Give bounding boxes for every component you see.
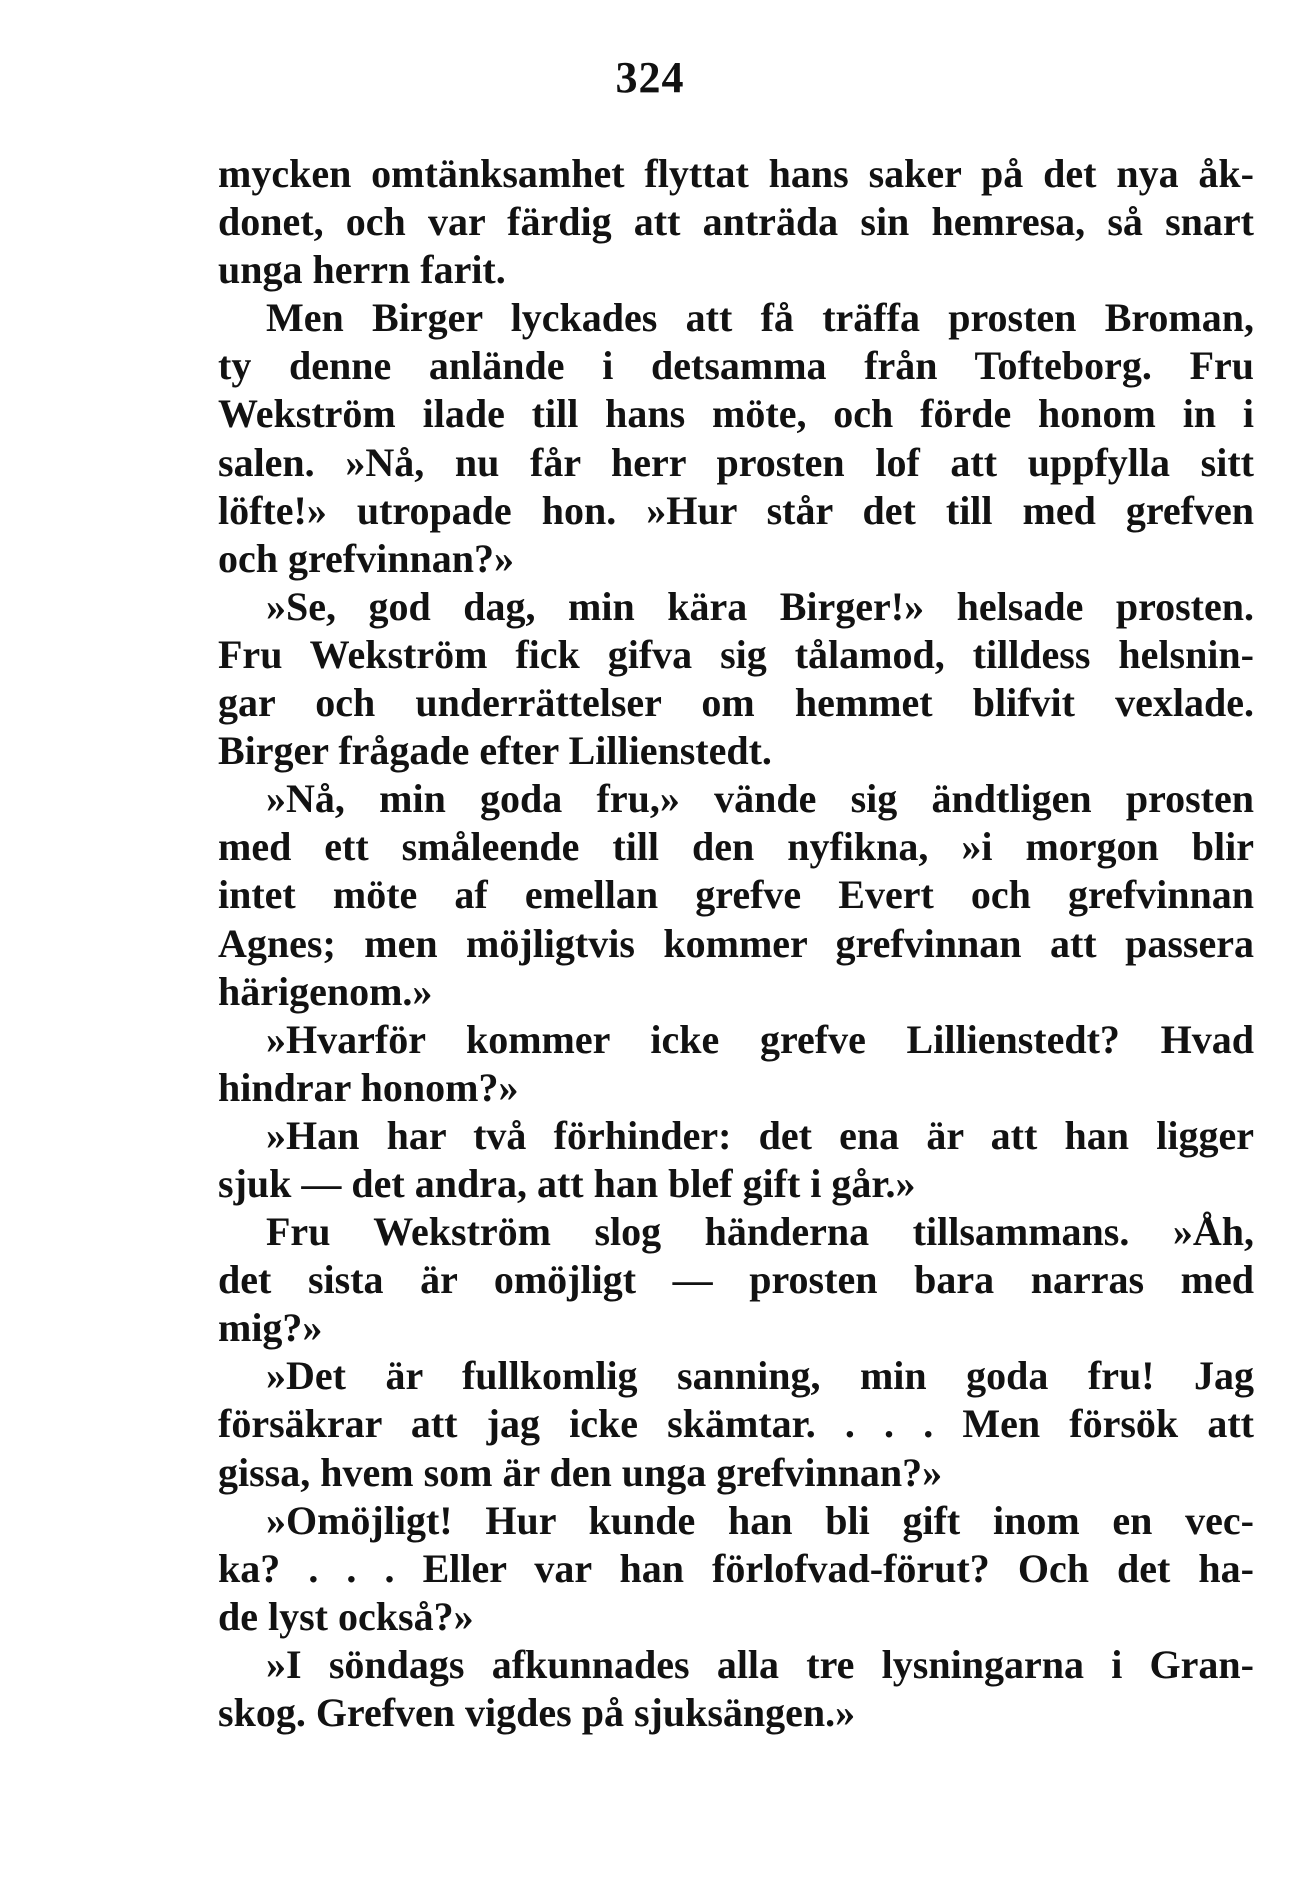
text-line: hindrar honom?»: [218, 1064, 519, 1110]
text-line: med ett småleende till den nyfikna, »i morgon blir: [218, 824, 1254, 870]
text-line: de lyst också?»: [218, 1593, 474, 1639]
text-line: försäkrar att jag icke skämtar. . . . Men försök att: [218, 1401, 1254, 1447]
text-line: och grefvinnan?»: [218, 535, 514, 581]
text-line: intet möte af emellan grefve Evert och grefvinnan: [218, 872, 1254, 918]
text-line: Fru Wekström fick gifva sig tålamod, tilldess helsnin-: [218, 631, 1254, 677]
text-line: »Se, god dag, min kära Birger!» helsade prosten.: [266, 583, 1254, 629]
text-line: skog. Grefven vigdes på sjuksängen.»: [218, 1690, 856, 1735]
page-number: 324: [615, 53, 685, 102]
text-line: »Det är fullkomlig sanning, min goda fru! Jag: [266, 1353, 1254, 1399]
text-line: Birger frågade efter Lillienstedt.: [218, 728, 772, 774]
text-line: Agnes; men möjligtvis kommer grefvinnan att passera: [218, 920, 1254, 966]
text-line: gissa, hvem som är den unga grefvinnan?»: [218, 1449, 943, 1495]
text-line: »I söndags afkunnades alla tre lysningarna i Gran-: [266, 1641, 1254, 1687]
text-line: löfte!» utropade hon. »Hur står det till med grefven: [218, 487, 1254, 533]
text-line: gar och underrättelser om hemmet blifvit vexlade.: [218, 680, 1254, 726]
text-line: salen. »Nå, nu får herr prosten lof att uppfylla sitt: [218, 439, 1254, 485]
text-line: unga herrn farit.: [218, 247, 506, 293]
text-line: ka? . . . Eller var han förlofvad-förut? Och det ha-: [218, 1545, 1254, 1591]
body-text: [218, 150, 1254, 1737]
text-line: sjuk — det andra, att han blef gift i går.»: [218, 1160, 916, 1206]
text-line: donet, och var färdig att anträda sin hemresa, så snart: [218, 199, 1254, 245]
text-line: Men Birger lyckades att få träffa prosten Broman,: [266, 295, 1254, 341]
text-line: Wekström ilade till hans möte, och förde honom in i: [218, 391, 1254, 437]
text-line: ty denne anlände i detsamma från Tofteborg. Fru: [218, 343, 1254, 389]
text-line: »Hvarför kommer icke grefve Lillienstedt? Hvad: [266, 1016, 1254, 1062]
text-line: det sista är omöjligt — prosten bara narras med: [218, 1257, 1254, 1303]
text-line: härigenom.»: [218, 968, 433, 1014]
text-line: mig?»: [218, 1305, 323, 1351]
text-line: mycken omtänksamhet flyttat hans saker på det nya åk-: [218, 151, 1254, 196]
text-line: Fru Wekström slog händerna tillsammans. »Åh,: [266, 1209, 1254, 1255]
text-line: »Han har två förhinder: det ena är att han ligger: [266, 1112, 1254, 1158]
text-line: »Nå, min goda fru,» vände sig ändtligen prosten: [266, 776, 1254, 822]
text-line: »Omöjligt! Hur kunde han bli gift inom en vec-: [266, 1497, 1254, 1543]
